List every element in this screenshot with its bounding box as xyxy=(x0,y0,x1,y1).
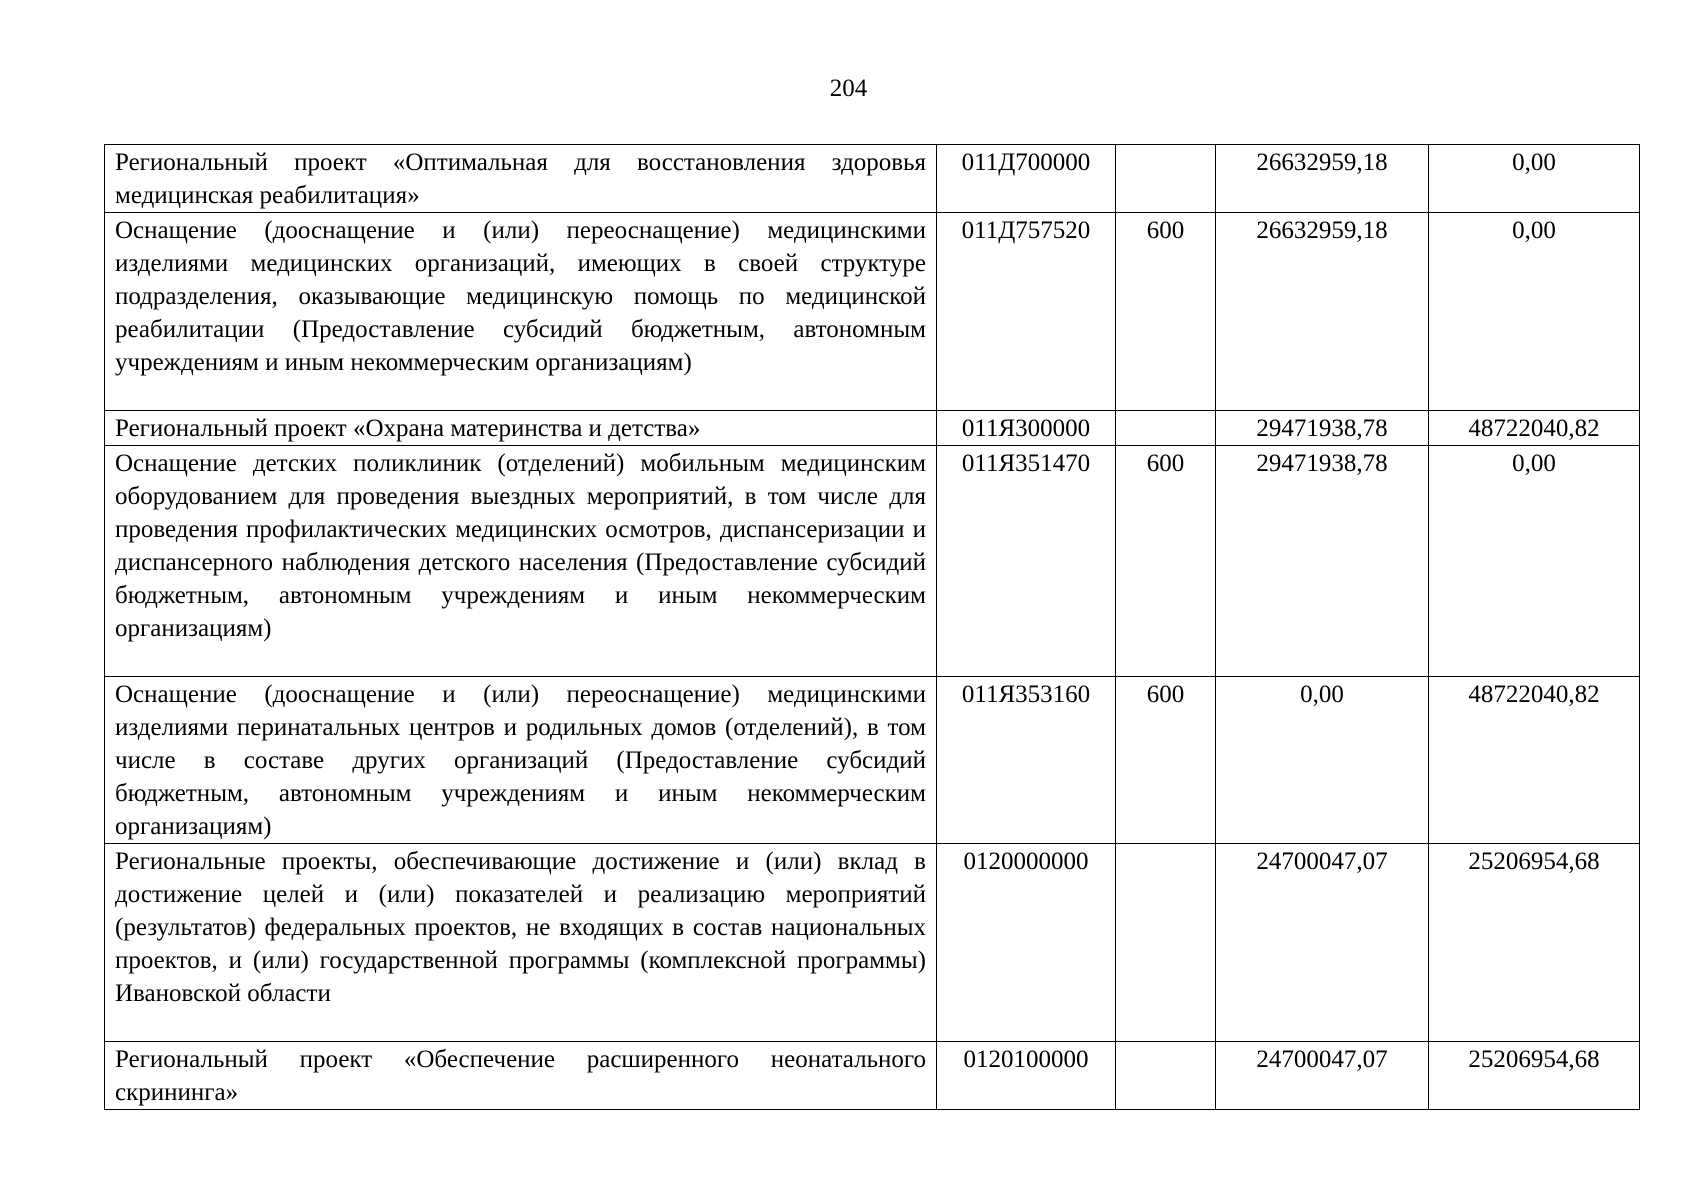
amount-year-1: 29471938,78 xyxy=(1216,411,1429,446)
expense-name: Оснащение (дооснащение и (или) переоснащение) медицинскими изделиями медицинских организаций, имеющих в своей структуре подразделения, оказывающие медицинскую помощь по медицинской реабилитации (Предоставление субсидий бюджетным, автономным учреждениям и иным некоммерческим организациям) xyxy=(105,213,937,411)
target-article-code: 011Я353160 xyxy=(937,677,1116,844)
target-article-code: 0120100000 xyxy=(937,1042,1116,1110)
expense-type-code: 600 xyxy=(1116,677,1216,844)
target-article-code: 011Д700000 xyxy=(937,145,1116,213)
amount-year-1: 26632959,18 xyxy=(1216,213,1429,411)
budget-table xyxy=(104,144,1640,1110)
expense-type-code xyxy=(1116,145,1216,213)
table-row xyxy=(105,213,1640,411)
amount-year-2: 0,00 xyxy=(1429,213,1640,411)
amount-year-2: 48722040,82 xyxy=(1429,411,1640,446)
expense-name: Региональный проект «Охрана материнства и детства» xyxy=(105,411,937,446)
table-row xyxy=(105,1042,1640,1110)
amount-year-2: 25206954,68 xyxy=(1429,1042,1640,1110)
target-article-code: 011Я300000 xyxy=(937,411,1116,446)
expense-type-code xyxy=(1116,844,1216,1042)
amount-year-1: 29471938,78 xyxy=(1216,446,1429,677)
expense-type-code xyxy=(1116,411,1216,446)
table-row xyxy=(105,411,1640,446)
amount-year-1: 24700047,07 xyxy=(1216,844,1429,1042)
table-row xyxy=(105,677,1640,844)
table-row xyxy=(105,844,1640,1042)
expense-name: Оснащение детских поликлиник (отделений) мобильным медицинским оборудованием для проведения выездных мероприятий, в том числе для проведения профилактических медицинских осмотров, диспансеризации и диспансерного наблюдения детского населения (Предоставление субсидий бюджетным, автономным учреждениям и иным некоммерческим организациям) xyxy=(105,446,937,677)
table-row xyxy=(105,446,1640,677)
amount-year-1: 24700047,07 xyxy=(1216,1042,1429,1110)
expense-type-code xyxy=(1116,1042,1216,1110)
page-number: 204 xyxy=(829,75,868,102)
target-article-code: 011Д757520 xyxy=(937,213,1116,411)
amount-year-2: 0,00 xyxy=(1429,446,1640,677)
expense-name: Оснащение (дооснащение и (или) переоснащение) медицинскими изделиями перинатальных центров и родильных домов (отделений), в том числе в составе других организаций (Предоставление субсидий бюджетным, автономным учреждениям и иным некоммерческим организациям) xyxy=(105,677,937,844)
amount-year-2: 25206954,68 xyxy=(1429,844,1640,1042)
expense-name: Региональные проекты, обеспечивающие достижение и (или) вклад в достижение целей и (или) показателей и реализацию мероприятий (результатов) федеральных проектов, не входящих в состав национальных проектов, и (или) государственной программы (комплексной программы) Ивановской области xyxy=(105,844,937,1042)
target-article-code: 0120000000 xyxy=(937,844,1116,1042)
amount-year-2: 0,00 xyxy=(1429,145,1640,213)
target-article-code: 011Я351470 xyxy=(937,446,1116,677)
amount-year-1: 0,00 xyxy=(1216,677,1429,844)
table-row xyxy=(105,145,1640,213)
amount-year-1: 26632959,18 xyxy=(1216,145,1429,213)
amount-year-2: 48722040,82 xyxy=(1429,677,1640,844)
expense-name: Региональный проект «Обеспечение расширенного неонатального скрининга» xyxy=(105,1042,937,1110)
expense-name: Региональный проект «Оптимальная для восстановления здоровья медицинская реабилитация» xyxy=(105,145,937,213)
expense-type-code: 600 xyxy=(1116,446,1216,677)
expense-type-code: 600 xyxy=(1116,213,1216,411)
